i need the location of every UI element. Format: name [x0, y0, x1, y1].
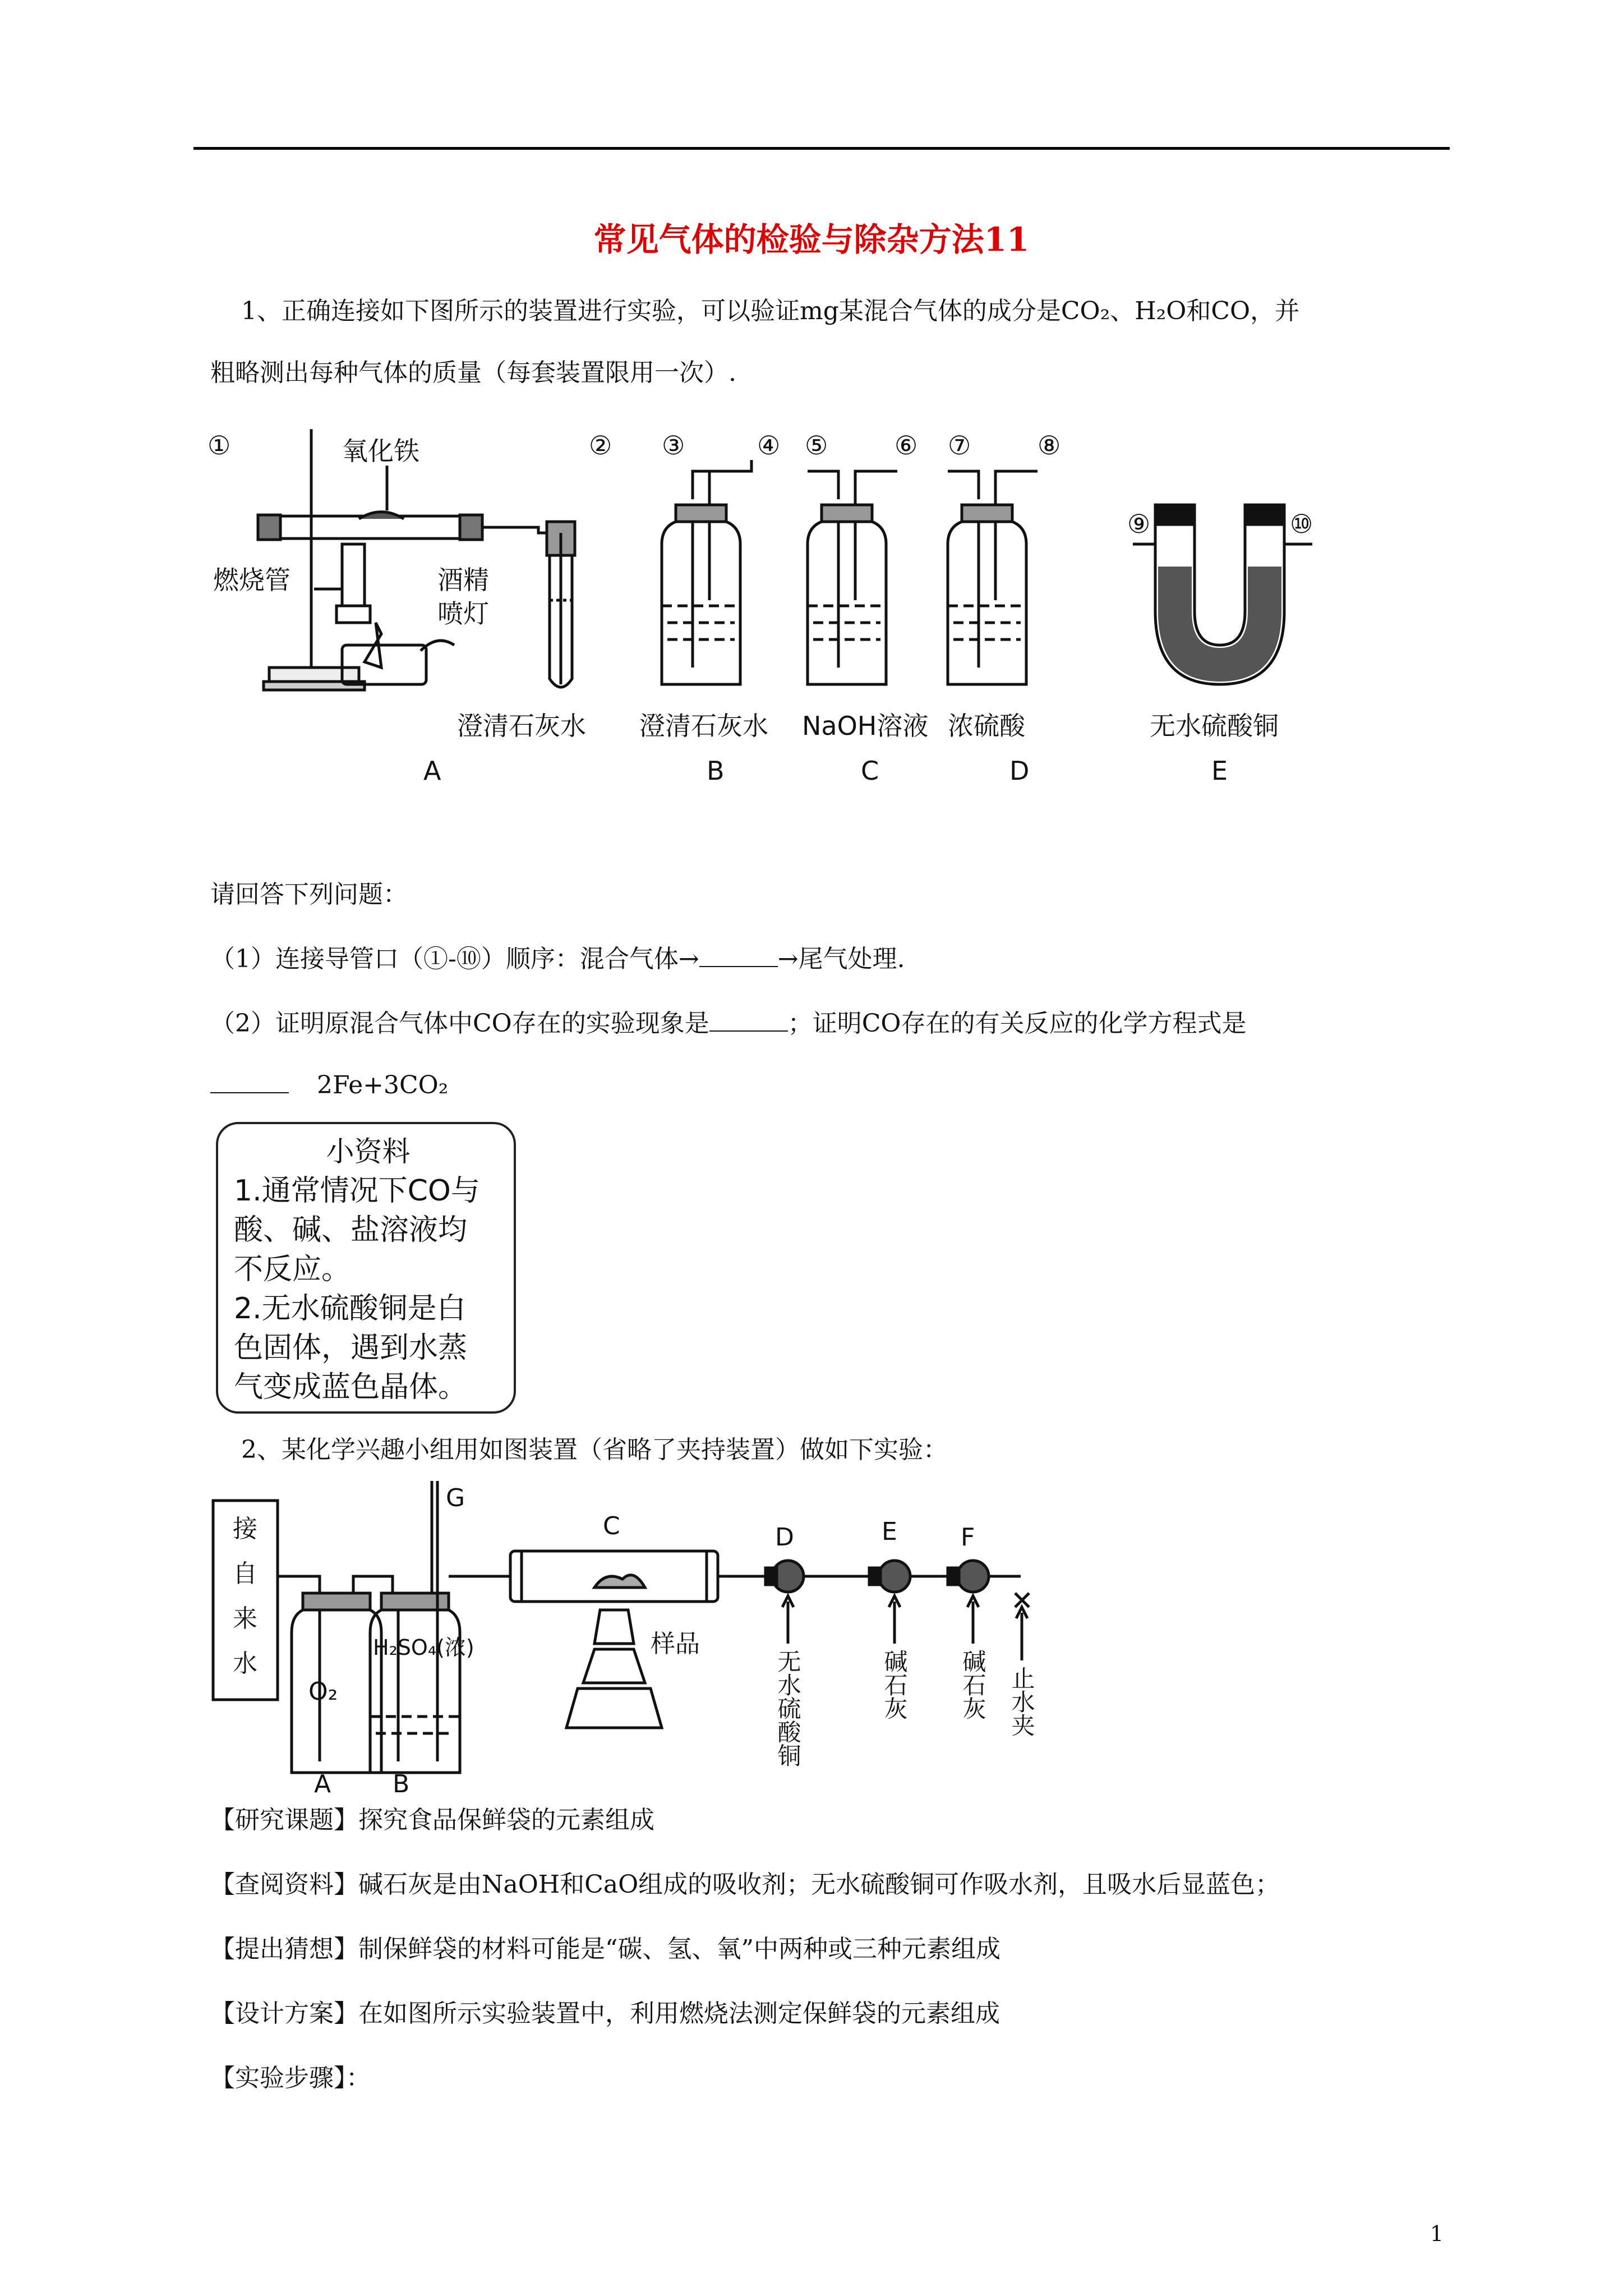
- figure-1-apparatus: [202, 421, 1346, 802]
- q1-sub2-cont: [210, 1069, 448, 1102]
- port-label: ③: [662, 430, 685, 461]
- note-line: 气变成蓝色晶体。: [234, 1370, 468, 1404]
- q1-sub1: [210, 942, 905, 976]
- reagent-d: 浓硫酸: [948, 711, 1025, 741]
- q2-line1: 2、某化学兴趣小组用如图装置（省略了夹持装置）做如下实验：: [241, 1435, 948, 1464]
- q1-sub2-before: （2）证明原混合气体中CO存在的实验现象是: [210, 1009, 709, 1038]
- q2-steps: [210, 2062, 371, 2095]
- e-reagent: 碱石灰: [880, 1649, 909, 1720]
- port-label: ⑧: [1038, 430, 1061, 461]
- q2-guess: [210, 1932, 1000, 1966]
- note-line: 酸、碱、盐溶液均: [234, 1213, 468, 1247]
- note-line: 不反应。: [234, 1253, 351, 1286]
- q2-research: [210, 1803, 654, 1837]
- q1-sub2: [210, 1007, 1246, 1041]
- port-label: ④: [757, 430, 781, 461]
- port-label: ⑥: [895, 430, 918, 461]
- port-label: ⑤: [805, 430, 828, 461]
- label-sample: 样品: [651, 1630, 700, 1658]
- header-rule: [193, 147, 1450, 150]
- label-g: G: [446, 1484, 465, 1512]
- figure-2-apparatus: [208, 1481, 1161, 1795]
- label-e: E: [882, 1517, 897, 1546]
- note-line: 2.无水硫酸铜是白: [234, 1292, 466, 1326]
- q1-line2: 粗略测出每种气体的质量（每套装置限用一次）.: [210, 358, 736, 387]
- port-label: ⑦: [948, 430, 971, 461]
- port-label: ①: [208, 430, 231, 461]
- answer-blank[interactable]: [709, 1010, 788, 1032]
- letter-a: A: [423, 756, 441, 786]
- label-a: A: [314, 1770, 331, 1795]
- tap-label-3: 来: [233, 1604, 257, 1633]
- label-lamp-line2: 喷灯: [437, 599, 489, 629]
- label-b: B: [393, 1770, 410, 1795]
- reagent-b: 澄清石灰水: [639, 711, 768, 741]
- label-f: F: [961, 1523, 975, 1552]
- steps-tag: 【实验步骤】: [210, 2064, 346, 2092]
- plan-text: 在如图所示实验装置中，利用燃烧法测定保鲜袋的元素组成: [358, 1999, 1000, 2028]
- tap-label-2: 自: [233, 1559, 257, 1588]
- label-h2so4: H₂SO₄(浓): [373, 1635, 474, 1660]
- page-number: 1: [1430, 2221, 1444, 2246]
- label-lamp-line1: 酒精: [437, 565, 489, 595]
- clamp-label: 止水夹: [1008, 1666, 1036, 1737]
- label-o2: O₂: [308, 1677, 338, 1706]
- guess-text: 制保鲜袋的材料可能是“碳、氢、氧”中两种或三种元素组成: [358, 1935, 1000, 1963]
- note-title: 小资料: [326, 1135, 411, 1168]
- q1-equation: 2Fe+3CO₂: [317, 1071, 449, 1099]
- q2-plan: [210, 1997, 1000, 2031]
- d-reagent: 无水硫酸铜: [774, 1649, 802, 1767]
- label-d: D: [775, 1523, 794, 1552]
- port-label: ⑩: [1290, 509, 1313, 539]
- f-reagent: 碱石灰: [959, 1649, 987, 1720]
- letter-b: B: [707, 756, 725, 786]
- label-ferric-oxide: 氧化铁: [342, 436, 419, 466]
- research-tag: 【研究课题】: [210, 1806, 358, 1834]
- steps-text: ：: [346, 2064, 371, 2092]
- note-line: 色固体，遇到水蒸: [234, 1331, 468, 1365]
- q1-sub1-before: （1）连接导管口（①-⑩）顺序：混合气体→: [210, 945, 699, 973]
- info-note-box: [216, 1122, 516, 1414]
- reagent-a: 澄清石灰水: [457, 711, 586, 741]
- reagent-c: NaOH溶液: [802, 711, 929, 741]
- port-label: ⑨: [1127, 509, 1151, 539]
- label-c: C: [603, 1512, 620, 1540]
- answer-blank[interactable]: [210, 1072, 289, 1093]
- page-title: 常见气体的检验与除杂方法11: [593, 220, 1030, 259]
- q1-prompt: 请回答下列问题：: [210, 880, 408, 909]
- note-line: 1.通常情况下CO与: [234, 1174, 480, 1208]
- answer-blank[interactable]: [699, 946, 778, 967]
- guess-tag: 【提出猜想】: [210, 1935, 358, 1963]
- tap-label-4: 水: [233, 1649, 257, 1678]
- q1-sub2-middle: ；证明CO存在的有关反应的化学方程式是: [787, 1009, 1247, 1038]
- letter-c: C: [861, 756, 879, 786]
- ref-text: 碱石灰是由NaOH和CaO组成的吸收剂；无水硫酸铜可作吸水剂，且吸水后显蓝色；: [358, 1870, 1280, 1899]
- port-label: ②: [589, 430, 612, 461]
- tap-label-1: 接: [233, 1515, 257, 1543]
- letter-e: E: [1211, 756, 1228, 786]
- letter-d: D: [1009, 756, 1030, 786]
- label-combustion-tube: 燃烧管: [213, 565, 291, 595]
- q1-sub1-after: →尾气处理.: [777, 945, 905, 973]
- q1-line1: 1、正确连接如下图所示的装置进行实验，可以验证mg某混合气体的成分是CO₂、H₂O和CO，并: [241, 297, 1300, 325]
- ref-tag: 【查阅资料】: [210, 1870, 358, 1899]
- plan-tag: 【设计方案】: [210, 1999, 358, 2028]
- q2-reference: [210, 1868, 1280, 1902]
- reagent-e: 无水硫酸铜: [1150, 711, 1279, 741]
- research-text: 探究食品保鲜袋的元素组成: [358, 1806, 654, 1834]
